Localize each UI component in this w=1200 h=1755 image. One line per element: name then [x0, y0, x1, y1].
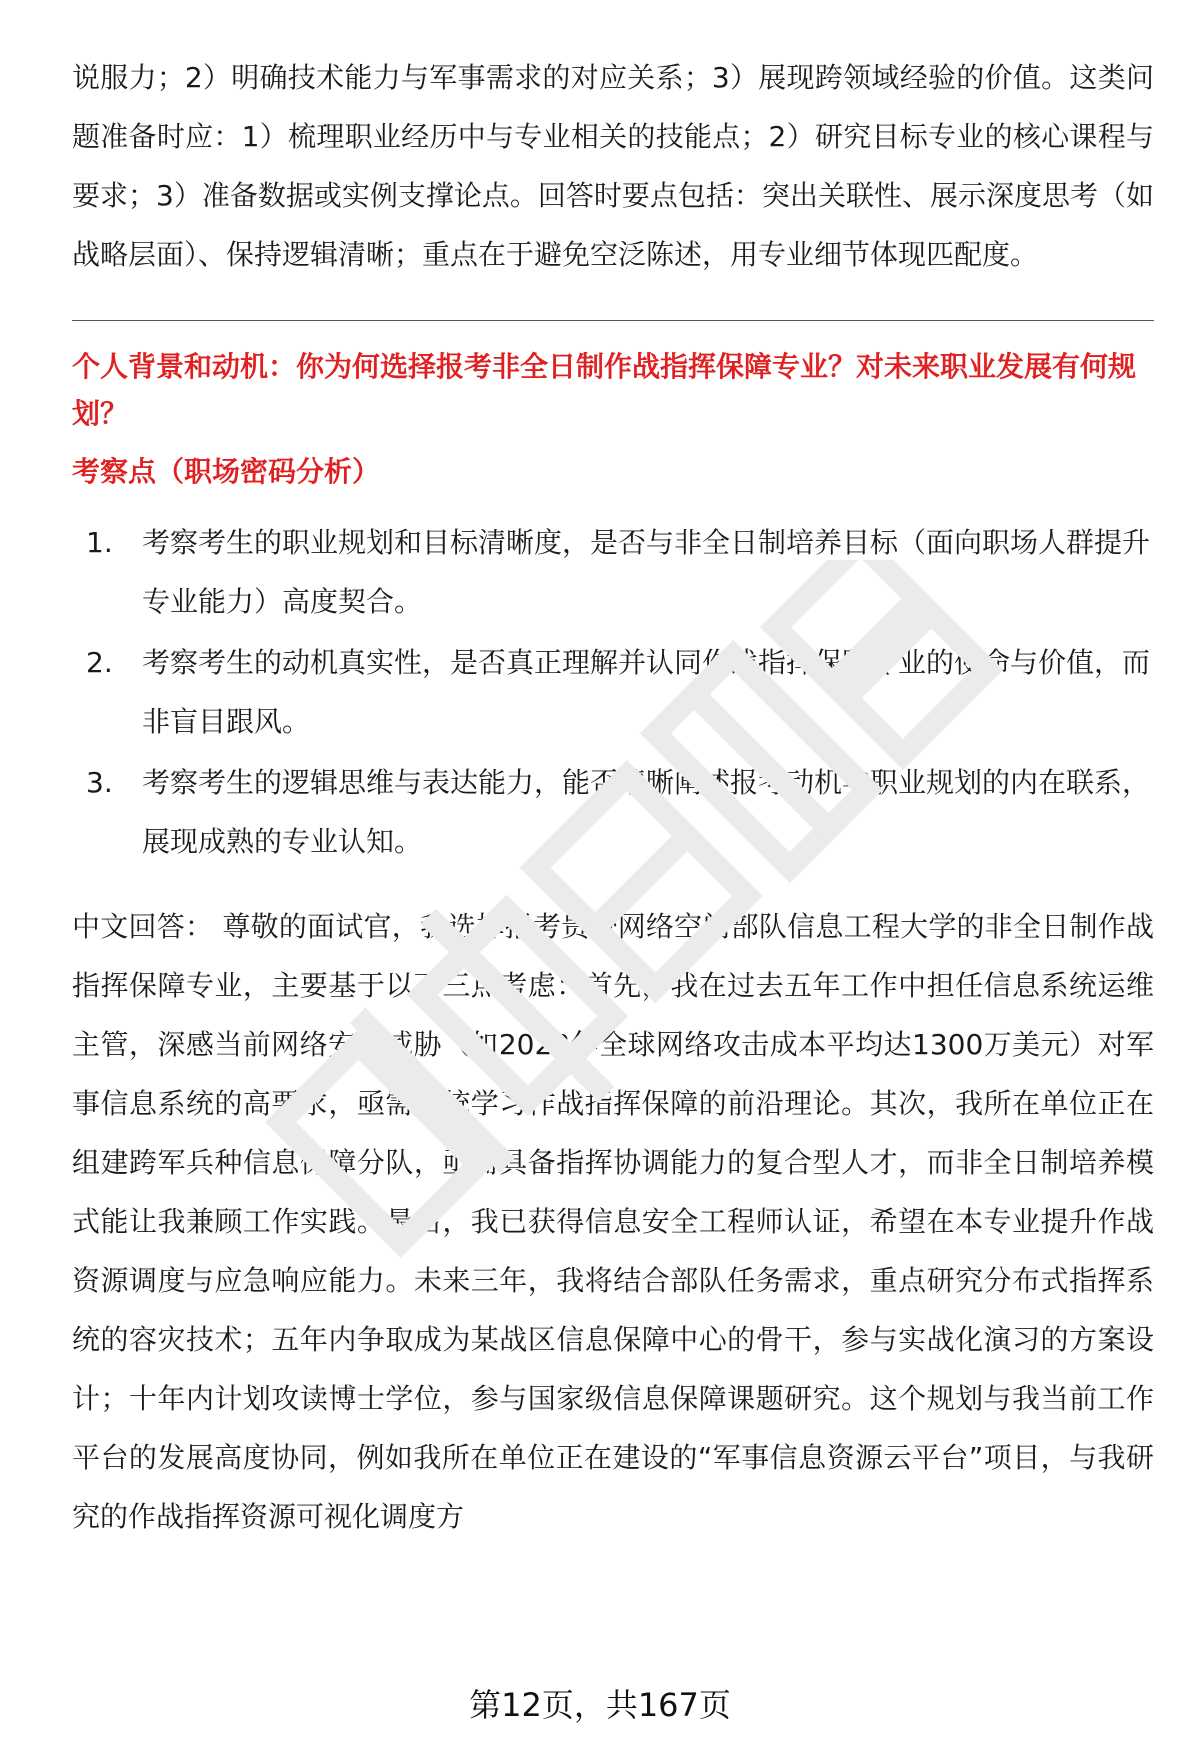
list-number: 1. [86, 526, 113, 559]
list-text: 考察考生的职业规划和目标清晰度，是否与非全日制培养目标（面向职场人群提升专业能力）高度契合。 [142, 526, 1151, 618]
section-label: 考察点（职场密码分析） [72, 455, 381, 488]
answer-text: 尊敬的面试官，我选择报考贵校网络空间部队信息工程大学的非全日制作战指挥保障专业，主要基于以下三点考虑：首先，我在过去五年工作中担任信息系统运维主管，深感当前网络安全威胁（如2023年全球网络攻击成本平均达1300万美元）对军事信息系统的高要求，亟需系统学习作战指挥保障的前沿理论。其次，我所在单位正在组建跨军兵种信息保障分队，亟需具备指挥协调能力的复合型人才，而非全日制培养模式能让我兼顾工作实践。最后，我已获得信息安全工程师认证，希望在本专业提升作战资源调度与应急响应能力。未来三年，我将结合部队任务需求，重点研究分布式指挥系统的容灾技术；五年内争取成为某战区信息保障中心的骨干，参与实战化演习的方案设计；十年内计划攻读博士学位，参与国家级信息保障课题研究。这个规划与我当前工作平台的发展高度协同，例如我所在单位正在建设的“军事信息资源云平台”项目，与我研究的作战指挥资源可视化调度方 [72, 910, 1154, 1533]
answer-paragraph [72, 897, 1154, 1546]
document-page [72, 48, 1154, 1546]
list-item [86, 753, 1154, 871]
page-footer: 第12页，共167页 [469, 1686, 731, 1724]
list-text: 考察考生的逻辑思维与表达能力，能否清晰阐述报考动机与职业规划的内在联系，展现成熟的专业认知。 [142, 766, 1151, 858]
list-item [86, 633, 1154, 751]
answer-label: 中文回答： [72, 910, 214, 943]
list-item [86, 513, 1154, 631]
question-title: 个人背景和动机：你为何选择报考非全日制作战指挥保障专业？对未来职业发展有何规划？ [72, 350, 1137, 430]
list-number: 2. [86, 646, 113, 679]
intro-paragraph: 说服力；2）明确技术能力与军事需求的对应关系；3）展现跨领域经验的价值。这类问题准备时应：1）梳理职业经历中与专业相关的技能点；2）研究目标专业的核心课程与要求；3）准备数据或实例支撑论点。回答时要点包括：突出关联性、展示深度思考（如战略层面）、保持逻辑清晰；重点在于避免空泛陈述，用专业细节体现匹配度。 [72, 61, 1154, 271]
points-list [72, 513, 1154, 871]
section-divider [72, 320, 1154, 321]
list-text: 考察考生的动机真实性，是否真正理解并认同作战指挥保障专业的使命与价值，而非盲目跟风。 [142, 646, 1151, 738]
list-number: 3. [86, 766, 113, 799]
